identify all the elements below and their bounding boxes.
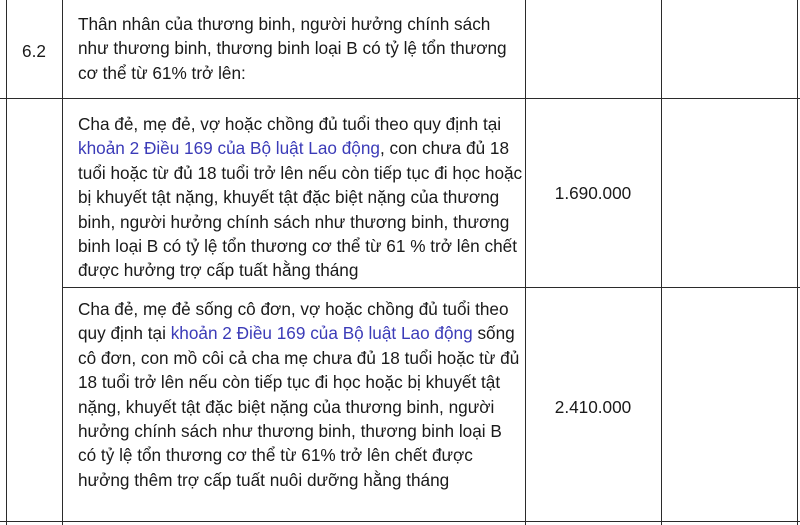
description-text: sống cô đơn, con mồ côi cả cha mẹ chưa đủ 18 tuổi hoặc từ đủ 18 tuổi trở lên nếu còn tiếp tục đi học hoặc bị khuyết tật nặng, khuyết tật đặc biệt nặng của thương binh, người hưởng chính sách như thương binh, thương binh loại B có tỷ lệ tổn thương cơ thể từ 61% trở lên chết được hưởng thêm trợ cấp tuất nuôi dưỡng hằng tháng xyxy=(78,323,520,490)
table-border-right xyxy=(797,0,798,525)
table-border-left xyxy=(6,0,7,525)
row-divider xyxy=(0,98,800,99)
row-description xyxy=(78,112,523,283)
row-divider xyxy=(62,287,800,288)
law-reference-link[interactable]: khoản 2 Điều 169 của Bộ luật Lao động xyxy=(78,138,380,159)
row-description: Thân nhân của thương binh, người hưởng chính sách như thương binh, thương binh loại B có tỷ lệ tổn thương cơ thể từ 61% trở lên: xyxy=(78,14,507,83)
column-divider xyxy=(62,0,63,525)
row-divider xyxy=(0,521,800,522)
row-amount: 1.690.000 xyxy=(554,183,632,203)
row-number: 6.2 xyxy=(22,41,46,61)
column-divider xyxy=(525,0,526,525)
law-reference-link[interactable]: khoản 2 Điều 169 của Bộ luật Lao động xyxy=(170,323,473,344)
column-divider xyxy=(661,0,662,525)
description-text: , con chưa đủ 18 tuổi hoặc từ đủ 18 tuổi trở lên nếu còn tiếp tục đi học hoặc bị khuyết tật nặng, khuyết tật đặc biệt nặng của thương binh, người hưởng chính sách như thương binh, thương binh loại B có tỷ lệ tổn thương cơ thể từ 61 % trở lên chết được hưởng trợ cấp tuất hằng tháng xyxy=(78,138,523,281)
description-text: Cha đẻ, mẹ đẻ sống cô đơn, vợ hoặc chồng đủ tuổi theo quy định tại xyxy=(78,299,509,344)
row-description xyxy=(78,297,523,492)
row-amount: 2.410.000 xyxy=(554,397,632,417)
description-text: Cha đẻ, mẹ đẻ, vợ hoặc chồng đủ tuổi theo quy định tại xyxy=(78,114,502,134)
